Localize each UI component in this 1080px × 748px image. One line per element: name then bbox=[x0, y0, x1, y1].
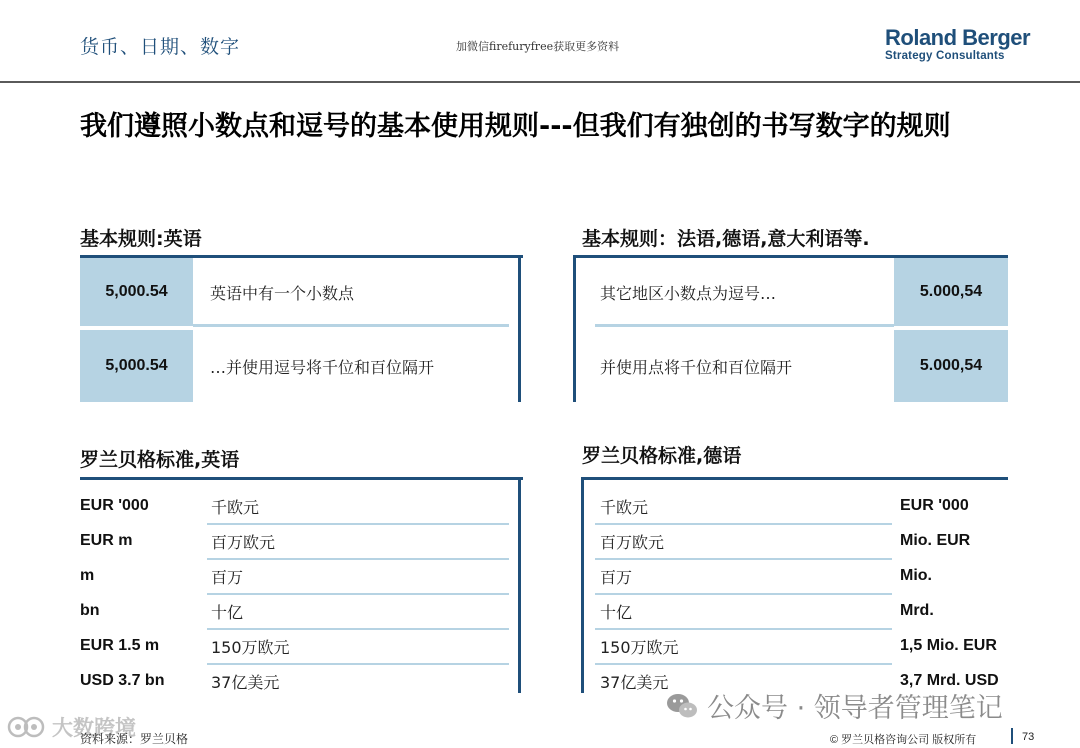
source-note: 资料来源：罗兰贝格 bbox=[80, 732, 189, 746]
wechat-watermark-text: 公众号 · 领导者管理笔记 bbox=[707, 693, 1003, 724]
unit-meaning: 十亿 bbox=[211, 602, 244, 622]
rule-text: 英语中有一个小数点 bbox=[210, 283, 355, 303]
unit-meaning: 150万欧元 bbox=[600, 637, 679, 657]
unit-meaning: 37亿美元 bbox=[600, 672, 669, 692]
unit-meaning: 千欧元 bbox=[600, 497, 649, 517]
box-left-border bbox=[573, 255, 576, 402]
table-row bbox=[80, 594, 510, 628]
logo-watermark-icon bbox=[6, 714, 48, 740]
table-row bbox=[80, 629, 510, 663]
rb-german-table bbox=[581, 477, 1008, 693]
row-separator bbox=[193, 324, 509, 327]
unit-code: bn bbox=[80, 602, 100, 619]
rule-text: …并使用逗号将千位和百位隔开 bbox=[210, 357, 435, 377]
table-row bbox=[600, 629, 1008, 663]
number-cell: 5,000.54 bbox=[80, 258, 193, 326]
header-note: 加微信firefuryfree获取更多资料 bbox=[456, 40, 620, 53]
rule-text: 其它地区小数点为逗号… bbox=[600, 283, 777, 303]
unit-code: EUR 1.5 m bbox=[80, 637, 160, 654]
table-top-border bbox=[80, 477, 523, 480]
unit-code: Mio. EUR bbox=[900, 532, 971, 549]
unit-code: 3,7 Mrd. USD bbox=[900, 672, 999, 689]
unit-code: EUR '000 bbox=[80, 497, 149, 514]
table-row bbox=[80, 524, 510, 558]
copyright-note: © 罗兰贝格咨询公司 版权所有 bbox=[830, 734, 977, 746]
unit-meaning: 百万 bbox=[211, 567, 244, 587]
rule-text: 并使用点将千位和百位隔开 bbox=[600, 357, 793, 377]
number-cell: 5.000,54 bbox=[894, 258, 1008, 326]
unit-code: EUR '000 bbox=[900, 497, 969, 514]
header-title: 货币、日期、数字 bbox=[80, 37, 241, 58]
box-right-border bbox=[518, 255, 521, 402]
wechat-icon bbox=[665, 691, 699, 721]
header-divider bbox=[0, 81, 1080, 83]
unit-code: Mrd. bbox=[900, 602, 934, 619]
table-row bbox=[600, 489, 1008, 523]
table-row bbox=[80, 489, 510, 523]
unit-code: EUR m bbox=[80, 532, 133, 549]
unit-code: USD 3.7 bn bbox=[80, 672, 165, 689]
table-row bbox=[600, 524, 1008, 558]
unit-meaning: 37亿美元 bbox=[211, 672, 280, 692]
unit-meaning: 百万欧元 bbox=[600, 532, 665, 552]
unit-meaning: 150万欧元 bbox=[211, 637, 290, 657]
rb-german-title: 罗兰贝格标准,德语 bbox=[582, 445, 742, 467]
basic-english-box bbox=[80, 255, 523, 402]
rb-english-title: 罗兰贝格标准,英语 bbox=[80, 449, 240, 471]
unit-code: Mio. bbox=[900, 567, 932, 584]
left-watermark-text: 大数跨境 bbox=[52, 716, 136, 740]
unit-code: m bbox=[80, 567, 95, 584]
footer-divider bbox=[1011, 728, 1013, 744]
number-cell: 5,000.54 bbox=[80, 330, 193, 402]
logo-sub-text: Strategy Consultants bbox=[885, 50, 1005, 62]
table-left-border bbox=[581, 477, 584, 693]
basic-other-title: 基本规则：法语,德语,意大利语等. bbox=[582, 228, 870, 250]
basic-other-box bbox=[573, 255, 1008, 402]
rb-english-table bbox=[80, 477, 523, 693]
table-right-border bbox=[518, 477, 521, 693]
table-top-border bbox=[581, 477, 1008, 480]
roland-berger-logo bbox=[885, 26, 1030, 62]
table-row bbox=[80, 559, 510, 593]
table-row bbox=[600, 559, 1008, 593]
unit-code: 1,5 Mio. EUR bbox=[900, 637, 997, 654]
unit-meaning: 千欧元 bbox=[211, 497, 260, 517]
number-cell: 5.000,54 bbox=[894, 330, 1008, 402]
page-title: 我们遵照小数点和逗号的基本使用规则---但我们有独创的书写数字的规则 bbox=[80, 111, 951, 142]
table-row bbox=[80, 664, 510, 698]
unit-meaning: 十亿 bbox=[600, 602, 633, 622]
row-separator bbox=[595, 324, 894, 327]
wechat-watermark bbox=[665, 686, 1003, 725]
basic-english-title: 基本规则:英语 bbox=[80, 228, 202, 250]
table-row bbox=[600, 594, 1008, 628]
unit-meaning: 百万欧元 bbox=[211, 532, 276, 552]
logo-main-text: Roland Berger bbox=[885, 25, 1031, 50]
page-number: 73 bbox=[1022, 731, 1035, 743]
unit-meaning: 百万 bbox=[600, 567, 633, 587]
